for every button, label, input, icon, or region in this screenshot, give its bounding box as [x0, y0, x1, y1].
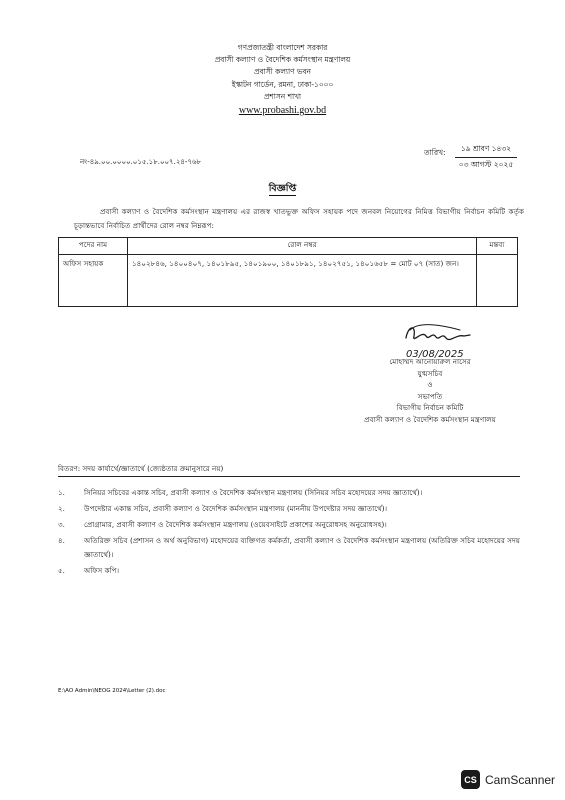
distribution-header: বিতরণ: সদয় কার্যার্থে/জ্ঞাতার্থে (জ্যেষ্ঠতার ক্রমানুসারে নয়) — [58, 464, 224, 473]
file-path: E:\AO Admin\NEOG 2024\Letter (2).doc — [58, 688, 166, 694]
cell-rolls: ১৪০২৮৪৬, ১৪০০৪০৭, ১৪০১৮৯৫, ১৪০১৯০০, ১৪০১৮৯১, ১৪০২৭৫১, ১৪০১৬৫৮ = মোট ০৭ (সাত) জন। — [128, 255, 477, 307]
website-link[interactable]: www.probashi.gov.bd — [238, 105, 327, 117]
address: ইস্কাটন গার্ডেন, রমনা, ঢাকা-১০০০ — [231, 79, 334, 89]
section-name: প্রশাসন শাখা — [263, 91, 302, 101]
list-item-number: ২. — [58, 504, 65, 513]
camscanner-watermark — [461, 770, 555, 789]
date-bangla: ১৯ শ্রাবণ ১৪৩২ — [455, 144, 517, 158]
list-item — [58, 502, 520, 516]
notice-title: বিজ্ঞপ্তি — [268, 183, 297, 194]
list-item — [58, 564, 520, 578]
results-table — [58, 237, 518, 307]
signatory-block — [300, 356, 560, 425]
signature-date: 03/08/2025 — [406, 349, 464, 360]
signatory-ministry: প্রবাসী কল্যাণ ও বৈদেশিক কর্মসংস্থান মন্ত্রণালয় — [364, 414, 496, 424]
signatory-committee: বিভাগীয় নির্বাচন কমিটি — [396, 403, 464, 412]
letterhead — [0, 42, 565, 118]
list-item — [58, 518, 520, 532]
list-item-text: সিনিয়র সচিবের একান্ত সচিব, প্রবাসী কল্যাণ ও বৈদেশিক কর্মসংস্থান মন্ত্রণালয় (সিনিয়র সচিব মহোদয়ের সদয় জ্ঞাতার্থে)। — [84, 488, 423, 497]
signatory-name: মোহাম্মদ আনোয়ারুল নাসের — [389, 357, 471, 366]
list-item-text: অতিরিক্ত সচিব (প্রশাসন ও অর্থ অনুবিভাগ) মহোদয়ের ব্যক্তিগত কর্মকর্তা, প্রবাসী কল্যাণ ও বৈদেশিক কর্মসংস্থান মন্ত্রণালয় (অতিরিক্ত সচিব মহোদয়ের সদয় জ্ঞাতার্থে)। — [84, 536, 520, 559]
memo-number: নং-৪৯.০০.০০০০.০১৫.১৮.০০৭.২৪-৭৬৮ — [80, 158, 202, 166]
list-item-number: ৩. — [58, 520, 65, 529]
intro-paragraph: প্রবাসী কল্যাণ ও বৈদেশিক কর্মসংস্থান মন্ত্রণালয় এর রাজস্ব খাতভুক্ত অফিস সহায়ক পদে জনবল নিয়োগের নিমিত্ত বিভাগীয় নির্বাচন কমিটি কর্তৃক চূড়ান্তভাবে নির্বাচিত প্রার্থীদের রোল নম্বর নিম্নরূপ: — [74, 207, 524, 230]
cell-post: অফিস সহায়ক — [59, 255, 128, 307]
table-header-row — [59, 238, 518, 255]
signatory-designation: যুগ্মসচিব — [417, 368, 443, 378]
cell-remark — [477, 255, 518, 307]
government-name: গণপ্রজাতন্ত্রী বাংলাদেশ সরকার — [237, 43, 328, 52]
header-remark: মন্তব্য — [477, 238, 518, 255]
camscanner-brand: CamScanner — [485, 772, 556, 787]
building-name: প্রবাসী কল্যাণ ভবন — [254, 67, 311, 77]
header-post: পদের নাম — [59, 238, 128, 255]
ministry-name: প্রবাসী কল্যাণ ও বৈদেশিক কর্মসংস্থান মন্ত্রণালয় — [214, 55, 351, 65]
list-item-text: উপদেষ্টার একান্ত সচিব, প্রবাসী কল্যাণ ও বৈদেশিক কর্মসংস্থান মন্ত্রণালয় (মাননীয় উপদেষ্টার সদয় জ্ঞাতার্থে)। — [84, 504, 388, 513]
list-item-number: ৫. — [58, 566, 65, 575]
list-item-text: প্রোগ্রামার, প্রবাসী কল্যাণ ও বৈদেশিক কর্মসংস্থান মন্ত্রণালয় (ওয়েবসাইটে প্রকাশের অনুরোধসহ অনুরোধসহ)। — [84, 520, 387, 529]
date-box — [455, 144, 517, 172]
signatory-role: সভাপতি — [417, 391, 443, 401]
notice-heading — [0, 176, 565, 197]
header-roll: রোল নম্বর — [128, 238, 477, 255]
table-row — [59, 255, 518, 307]
list-item-text: অফিস কপি। — [84, 566, 120, 575]
date-english: ০৩ আগস্ট ২০২৫ — [458, 160, 514, 169]
list-item — [58, 486, 520, 500]
signatory-conjunction: ও — [427, 380, 433, 389]
list-item-number: ৪. — [58, 536, 65, 545]
camscanner-logo-icon: CS — [461, 770, 480, 789]
list-item — [58, 534, 520, 562]
list-item-number: ১. — [58, 488, 65, 497]
distribution-list — [58, 486, 520, 580]
distribution-divider — [58, 476, 520, 477]
date-label: তারিখ: — [424, 148, 446, 157]
